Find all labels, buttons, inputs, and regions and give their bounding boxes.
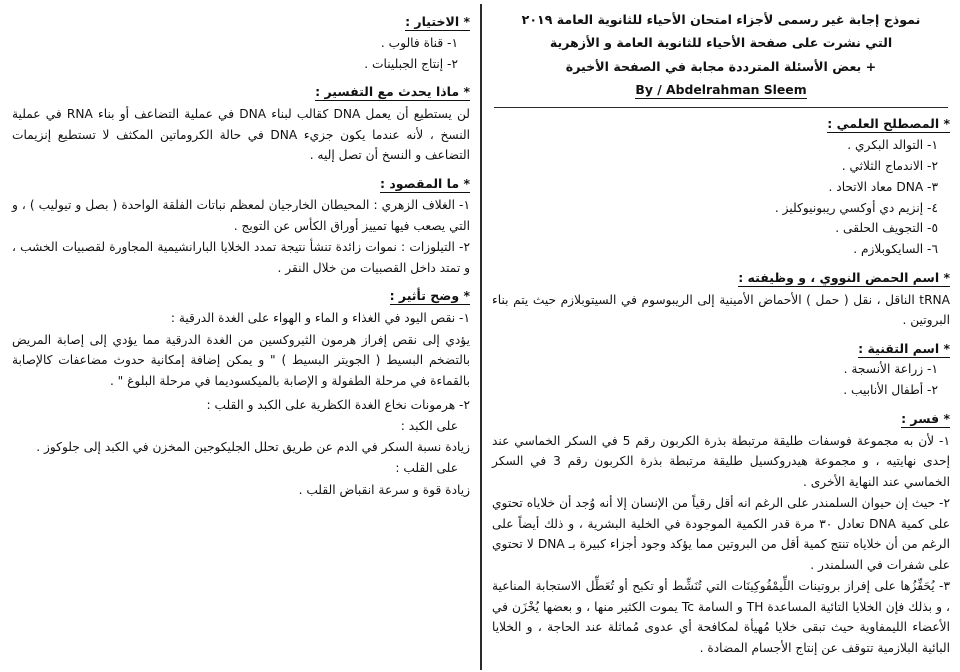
paragraph: ٣- يُحَفِّزُها على إفراز بروتينات اللِّيمْفُوكِينَات التي تُنَشِّط أو تكبح أو تُعَطِّل الاستجابة المناعية ، و بذلك فإن الخلايا التائية المساعدة TH و السامة Tc يموت الكثير منها ، و بعضها يُخْزَن في الأعضاء الليمفاوية حيث تبقى خلايا مُهيأة لمكافحة أي عدوى مُماثلة عند الحاجة ، و الخلايا البائية البلازمية تتوقف عن إنتاج الأجسام المضادة . [492, 579, 950, 655]
list-item: ١- التوالد البكري . [847, 138, 938, 153]
title-line-1: نموذج إجابة غير رسمى لأجزاء امتحان الأحياء للثانوية العامة ٢٠١٩ [521, 12, 921, 27]
section-heading-multiple-choice: * الاختيار : [405, 14, 470, 29]
sub-label: على القلب : [395, 460, 458, 475]
paragraph: لن يستطيع أن يعمل DNA كقالب لبناء DNA في عملية التضاعف أو بناء RNA في عملية النسخ ، لأنه عندما يكون جزيء DNA في حالة الكروماتين المكثف لا تستطيع إنزيمات التضاعف و النسخ أن تصل إليه . [12, 107, 471, 163]
section-heading-explain: * فسر : [901, 410, 950, 426]
title-line-3: + بعض الأسئلة المترددة مجابة في الصفحة الأخيرة [565, 58, 877, 74]
paragraph: ٢- هرمونات نخاع الغدة الكظرية على الكبد و القلب : [206, 398, 470, 413]
left-column [2, 0, 480, 672]
paragraph: tRNA الناقل ، نقل ( حمل ) الأحماض الأمينية إلى الريبوسوم في السيتوبلازم حيث يتم بناء البروتين . [492, 292, 950, 328]
document-header [492, 6, 950, 101]
section-heading-scientific-term: * المصطلح العلمي : [827, 116, 950, 132]
paragraph: زيادة نسبة السكر في الدم عن طريق تحلل الجليكوجين المخزن في الكبد إلى جلوكوز . [36, 440, 470, 455]
paragraph: ٢- حيث إن حيوان السلمندر على الرغم انه أقل رقياً من الإنسان إلا أنه وُجد أن خلاياه تحتوي على كمية DNA تعادل ٣٠ مرة قدر الكمية الموجودة في الخلية البشرية ، و ذلك أيضاً على الرغم من أن خلاياه تنتج كمية أقل من البروتين مما يؤكد وجود أجزاء كبيرة بـ DNA لا تحتوي على شفرات في السلمندر . [492, 496, 950, 572]
section-heading-nucleic-acid: * اسم الحمض النووي ، و وظيفته : [738, 269, 950, 285]
section-heading-technique-name: * اسم التقنية : [858, 340, 950, 356]
right-column [482, 0, 960, 672]
byline-text: By / Abdelrahman Sleem [635, 81, 807, 97]
list-item: ١- زراعة الأنسجة . [843, 362, 938, 377]
section-heading-what-is-meant: * ما المقصود : [380, 175, 470, 191]
section-heading-explain-effect: * وضح تأثير : [389, 288, 470, 304]
list-item: ٢- أطفال الأنابيب . [843, 383, 938, 398]
list-item: ٥- التجويف الحلقى . [835, 221, 938, 236]
sub-label: على الكبد : [400, 418, 458, 433]
list-item: ٣- DNA معاد الاتحاد . [828, 179, 938, 194]
paragraph: ١- لأن به مجموعة فوسفات طليقة مرتبطة بذرة الكربون رقم 5 في السكر الخماسي عند إحدى نهايتيه ، و مجموعة هيدروكسيل طليقة مرتبطة بذرة الكربون رقم 3 في السكر الخماسي عند النهاية الأخرى . [492, 433, 950, 489]
paragraph: ١- الغلاف الزهري : المحيطان الخارجيان لمعظم نباتات الفلقة الواحدة ( بصل و تيوليب ) ، و التي يصعب فيها تمييز أوراق الكأس عن التويج . [12, 198, 470, 233]
header-divider [494, 107, 948, 108]
list-item: ٢- الاندماج الثلاثي . [841, 158, 938, 173]
paragraph: ٢- التيلوزات : نموات زائدة تنشأ نتيجة تمدد الخلايا البارانشيمية المجاورة لقصبيات الخشب ، و تمتد داخل القصبيات من خلال النقر . [12, 240, 470, 275]
list-item: ١- قناة فالوب . [380, 35, 458, 50]
byline [496, 78, 946, 102]
title-line-2: التي نشرت على صفحة الأحياء للثانوية العامة و الأزهرية [549, 35, 893, 51]
paragraph: يؤدي إلى نقص إفراز هرمون الثيروكسين من الغدة الدرقية مما يؤدي إلى إصابة المريض بالتضخم البسيط ( الجويتر البسيط ) " و يمكن إضافة إمكانية حدوث مضاعفات كالإصابة بالقماءة في مرحلة الطفولة و الإصابة بالميكسوديما في مرحلة البلوغ " . [12, 332, 470, 388]
paragraph: ١- نقص اليود في الغذاء و الماء و الهواء على الغدة الدرقية : [170, 311, 470, 326]
paragraph: زيادة قوة و سرعة انقباض القلب . [298, 482, 470, 497]
list-item: ٦- السايكوبلازم . [853, 242, 938, 257]
column-divider [480, 4, 482, 670]
list-item: ٢- إنتاج الجبلينات . [364, 56, 458, 71]
section-heading-what-happens: * ماذا يحدث مع التفسير : [315, 84, 470, 100]
list-item: ٤- إنزيم دي أوكسي ريبونيوكليز . [774, 200, 938, 215]
